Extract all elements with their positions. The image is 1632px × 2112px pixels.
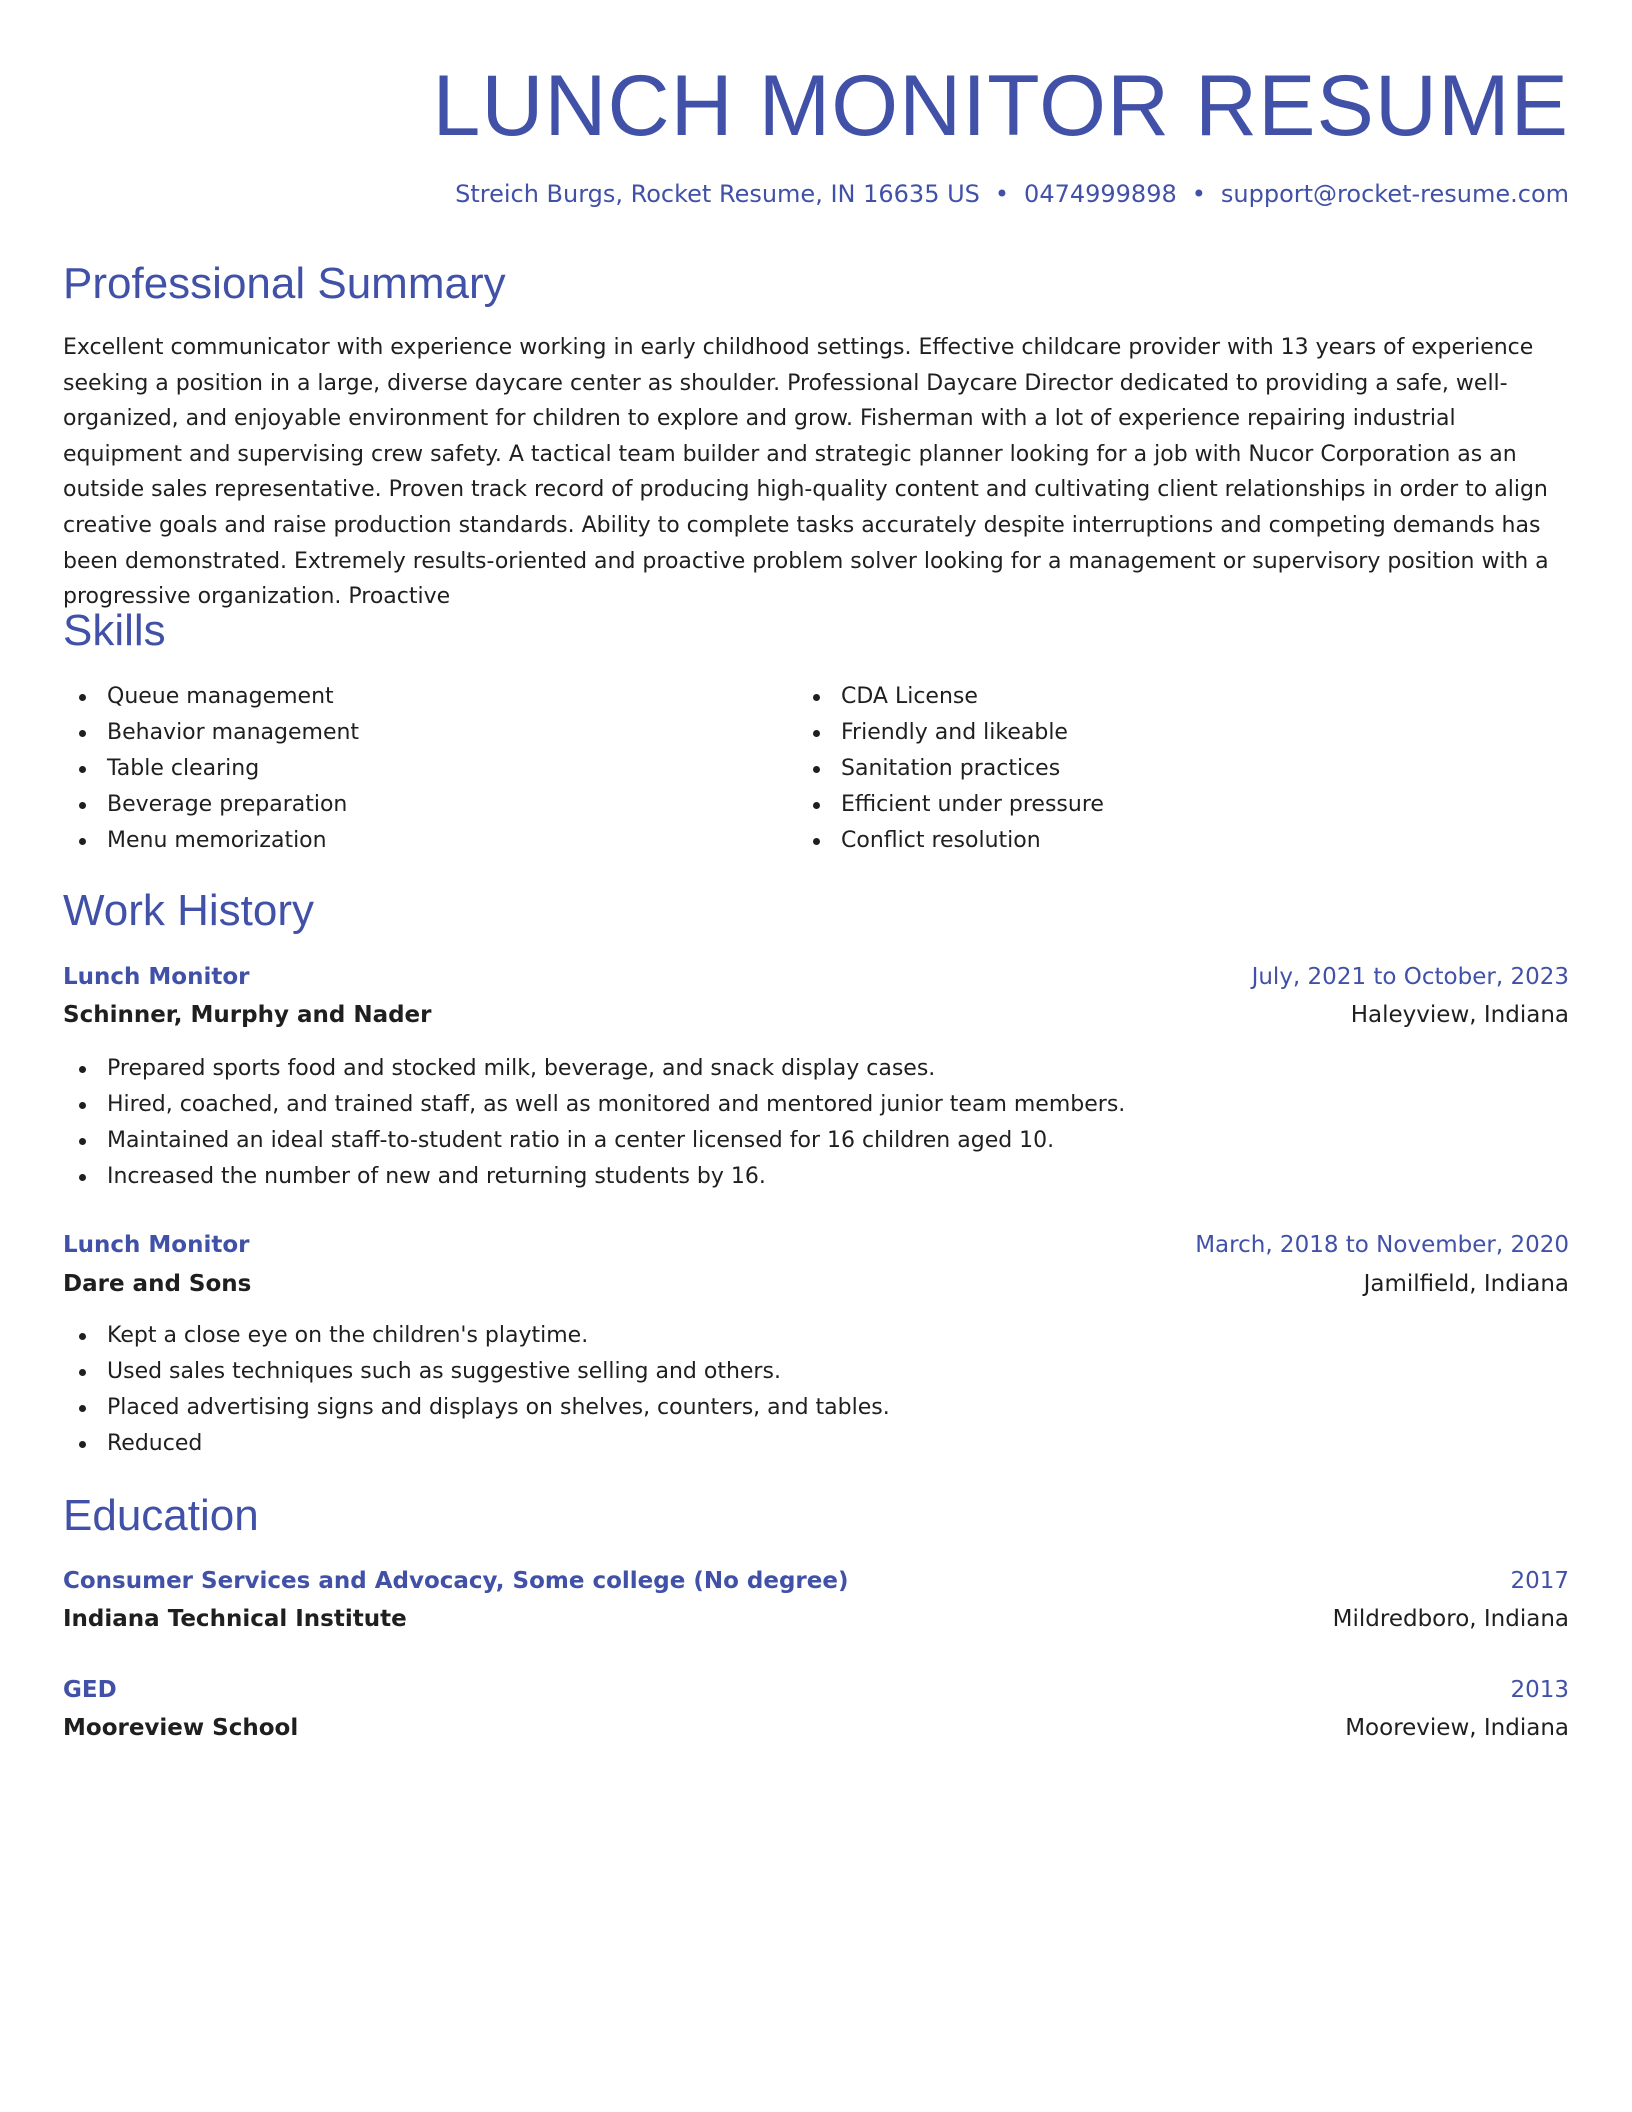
contact-separator: • (994, 180, 1010, 208)
job-bullet: Prepared sports food and stocked milk, beverage, and snack display cases. (63, 1051, 1569, 1087)
contact-separator: • (1191, 180, 1206, 208)
education-year: 2013 (1510, 1677, 1569, 1703)
skill-item: Sanitation practices (797, 751, 1497, 787)
bullet-dot (813, 730, 820, 737)
bullet-dot (813, 694, 820, 701)
job-location: Haleyview, Indiana (1350, 1002, 1569, 1028)
skills-column-right (797, 679, 1497, 859)
bullet-dot (79, 1066, 86, 1073)
skill-item: Queue management (63, 679, 763, 715)
bullet-dot (79, 1174, 86, 1181)
section-title-skills: Skills (63, 606, 166, 655)
job-bullet: Used sales techniques such as suggestive selling and others. (63, 1354, 1569, 1390)
job-header (63, 959, 1569, 995)
summary-text: Excellent communicator with experience working in early childhood settings. Effective childcare provider with 13 years of experience seeking a position in a large, diverse daycare center as shoulder. Professional Daycare Director dedicated to providing a safe, well-organized, and enjoyable environment for children to explore and grow. Fisherman with a lot of experience repairing industrial equipment and supervising crew safety. A tactical team builder and strategic planner looking for a job with Nucor Corporation as an outside sales representative. Proven track record of producing high-quality content and cultivating client relationships in order to align creative goals and raise production standards. Ability to complete tasks accurately despite interruptions and competing demands has been demonstrated. Extremely results-oriented and proactive problem solver looking for a management or supervisory position with a progressive organization. Proactive (63, 335, 1549, 610)
education-header (63, 1672, 1569, 1708)
skill-item: CDA License (797, 679, 1497, 715)
bullet-dot (79, 694, 86, 701)
education-subheader (63, 1601, 1569, 1637)
skill-item: Behavior management (63, 715, 763, 751)
skill-item: Efficient under pressure (797, 787, 1497, 823)
education-school: Mooreview School (63, 1715, 299, 1741)
job-bullet: Maintained an ideal staff-to-student ratio in a center licensed for 16 children aged 10. (63, 1123, 1569, 1159)
job-subheader (63, 997, 1569, 1033)
education-location: Mildredboro, Indiana (1332, 1606, 1569, 1632)
section-title-summary: Professional Summary (63, 259, 506, 308)
job-bullets (63, 1318, 1569, 1462)
skill-item: Friendly and likeable (797, 715, 1497, 751)
education-degree: Consumer Services and Advocacy, Some college (No degree) (63, 1568, 849, 1594)
bullet-dot (79, 1102, 86, 1109)
education-degree: GED (63, 1677, 117, 1703)
skill-item: Conflict resolution (797, 823, 1497, 859)
bullet-dot (79, 1441, 86, 1448)
job-location: Jamilfield, Indiana (1363, 1271, 1569, 1297)
job-bullet: Increased the number of new and returning students by 16. (63, 1159, 1569, 1195)
resume-title: LUNCH MONITOR RESUME (432, 58, 1569, 154)
bullet-dot (79, 838, 86, 845)
skill-item: Table clearing (63, 751, 763, 787)
job-dates: July, 2021 to October, 2023 (1251, 964, 1569, 990)
bullet-dot (79, 802, 86, 809)
bullet-dot (813, 838, 820, 845)
bullet-dot (813, 802, 820, 809)
job-bullet: Kept a close eye on the children's playtime. (63, 1318, 1569, 1354)
job-company: Schinner, Murphy and Nader (63, 1002, 432, 1028)
job-bullet: Reduced (63, 1426, 1569, 1462)
bullet-dot (79, 1369, 86, 1376)
bullet-dot (813, 766, 820, 773)
section-title-education: Education (63, 1491, 259, 1540)
education-location: Mooreview, Indiana (1345, 1715, 1569, 1741)
bullet-dot (79, 1138, 86, 1145)
contact-line (455, 178, 1569, 210)
job-bullet: Hired, coached, and trained staff, as well as monitored and mentored junior team members. (63, 1087, 1569, 1123)
skills-list-right (797, 679, 1497, 859)
skills-column-left (63, 679, 763, 859)
education-header (63, 1563, 1569, 1599)
job-dates: March, 2018 to November, 2020 (1195, 1232, 1569, 1258)
job-bullets (63, 1051, 1569, 1195)
job-title: Lunch Monitor (63, 1232, 250, 1258)
contact-address: Streich Burgs, Rocket Resume, IN 16635 US (455, 180, 980, 208)
job-bullet: Placed advertising signs and displays on shelves, counters, and tables. (63, 1390, 1569, 1426)
skill-item: Menu memorization (63, 823, 763, 859)
job-title: Lunch Monitor (63, 964, 250, 990)
education-year: 2017 (1510, 1568, 1569, 1594)
bullet-dot (79, 730, 86, 737)
skill-item: Beverage preparation (63, 787, 763, 823)
job-subheader (63, 1266, 1569, 1302)
bullet-dot (79, 1333, 86, 1340)
contact-phone: 0474999898 (1024, 180, 1177, 208)
bullet-dot (79, 766, 86, 773)
skills-list-left (63, 679, 763, 859)
education-subheader (63, 1710, 1569, 1746)
education-school: Indiana Technical Institute (63, 1606, 407, 1632)
section-title-work-history: Work History (63, 886, 314, 935)
job-company: Dare and Sons (63, 1271, 252, 1297)
contact-email[interactable]: support@rocket-resume.com (1220, 180, 1569, 208)
job-header (63, 1227, 1569, 1263)
bullet-dot (79, 1405, 86, 1412)
